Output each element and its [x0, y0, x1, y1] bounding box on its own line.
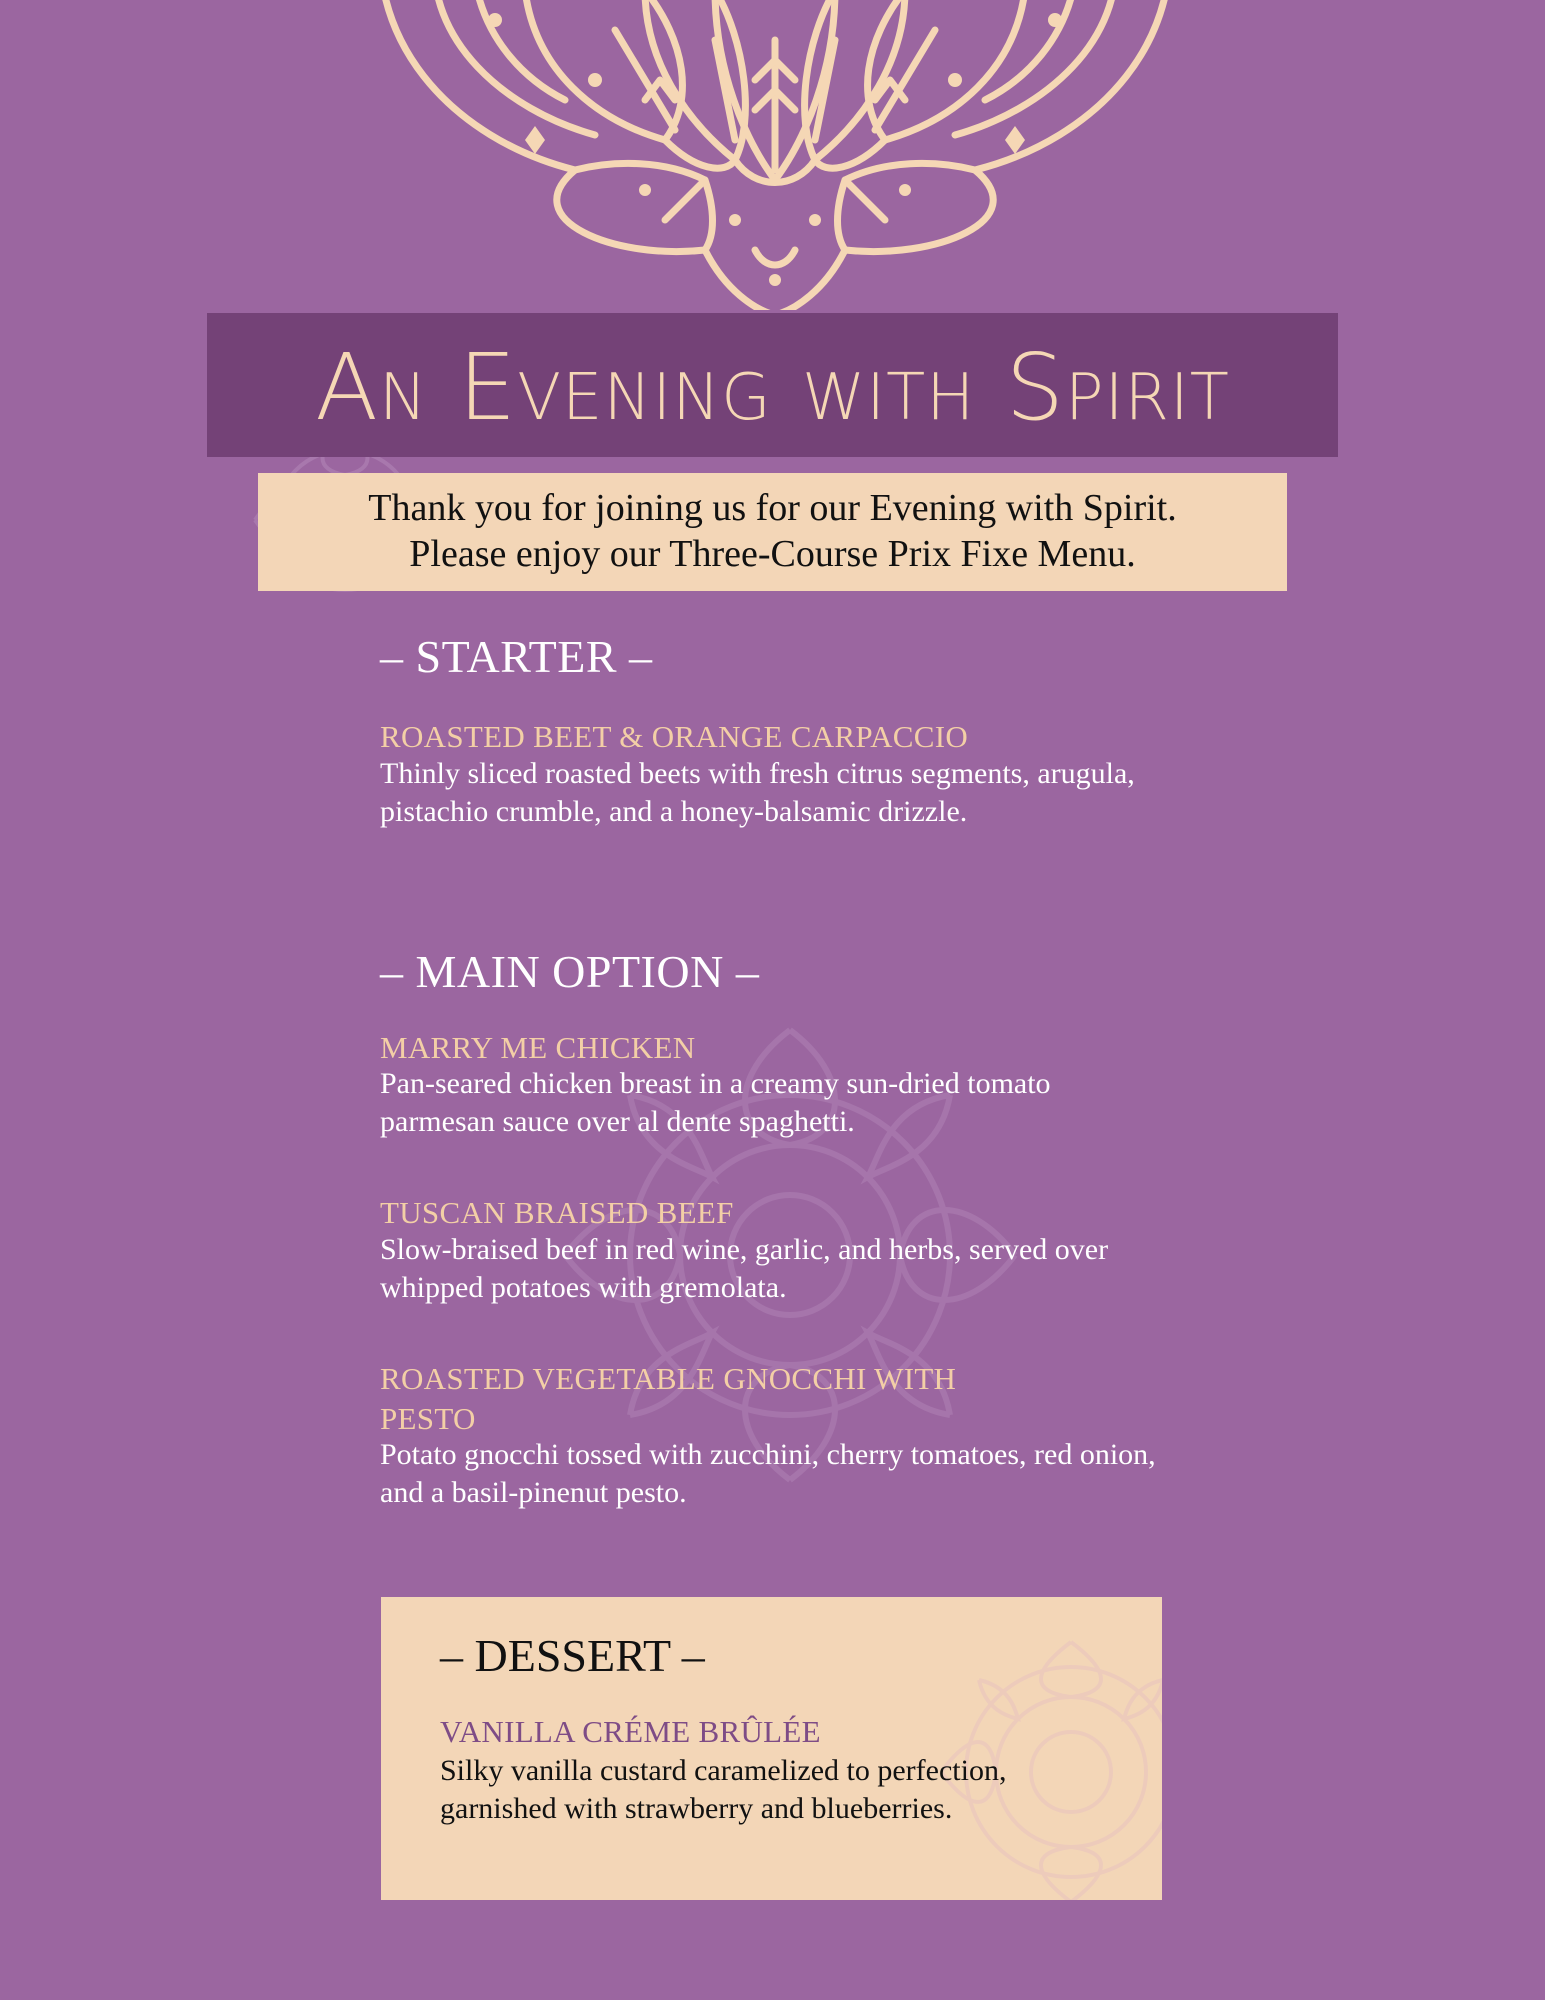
dessert-heading: – DESSERT – — [440, 1630, 705, 1681]
mandala-ornament-icon — [360, 0, 1190, 310]
intro-line-2: Please enjoy our Three-Course Prix Fixe Menu. — [409, 533, 1136, 575]
main-heading: – MAIN OPTION – — [380, 946, 760, 997]
main-dish-name-1: MARRY ME CHICKEN — [380, 1030, 696, 1065]
main-dish-name-2: TUSCAN BRAISED BEEF — [380, 1195, 734, 1230]
main-dish-description-3: Potato gnocchi tossed with zucchini, cherry tomatoes, red onion, and a basil-pinenut pesto. — [380, 1438, 1156, 1509]
title-banner — [207, 313, 1338, 457]
intro-line-1: Thank you for joining us for our Evening with Spirit. — [368, 487, 1177, 529]
starter-heading: – STARTER – — [380, 631, 653, 682]
main-dish-description-1: Pan-seared chicken breast in a creamy sun-dried tomato parmesan sauce over al dente spaghetti. — [380, 1067, 1051, 1138]
main-dish-description-2: Slow-braised beef in red wine, garlic, and herbs, served over whipped potatoes with gremolata. — [380, 1233, 1109, 1304]
dessert-dish-name: VANILLA CRÉME BRÛLÉE — [440, 1714, 821, 1749]
page-title: An Evening with Spirit — [315, 333, 1230, 441]
dessert-dish-description: Silky vanilla custard caramelized to perfection, garnished with strawberry and blueberries. — [440, 1754, 1007, 1825]
starter-dish-name: ROASTED BEET & ORANGE CARPACCIO — [380, 719, 969, 754]
main-dish-name-3: ROASTED VEGETABLE GNOCCHI WITH PESTO — [380, 1361, 957, 1436]
dessert-box — [381, 1597, 1162, 1900]
intro-box — [258, 473, 1287, 591]
starter-dish-description: Thinly sliced roasted beets with fresh citrus segments, arugula, pistachio crumble, and a honey-balsamic drizzle. — [380, 757, 1135, 828]
